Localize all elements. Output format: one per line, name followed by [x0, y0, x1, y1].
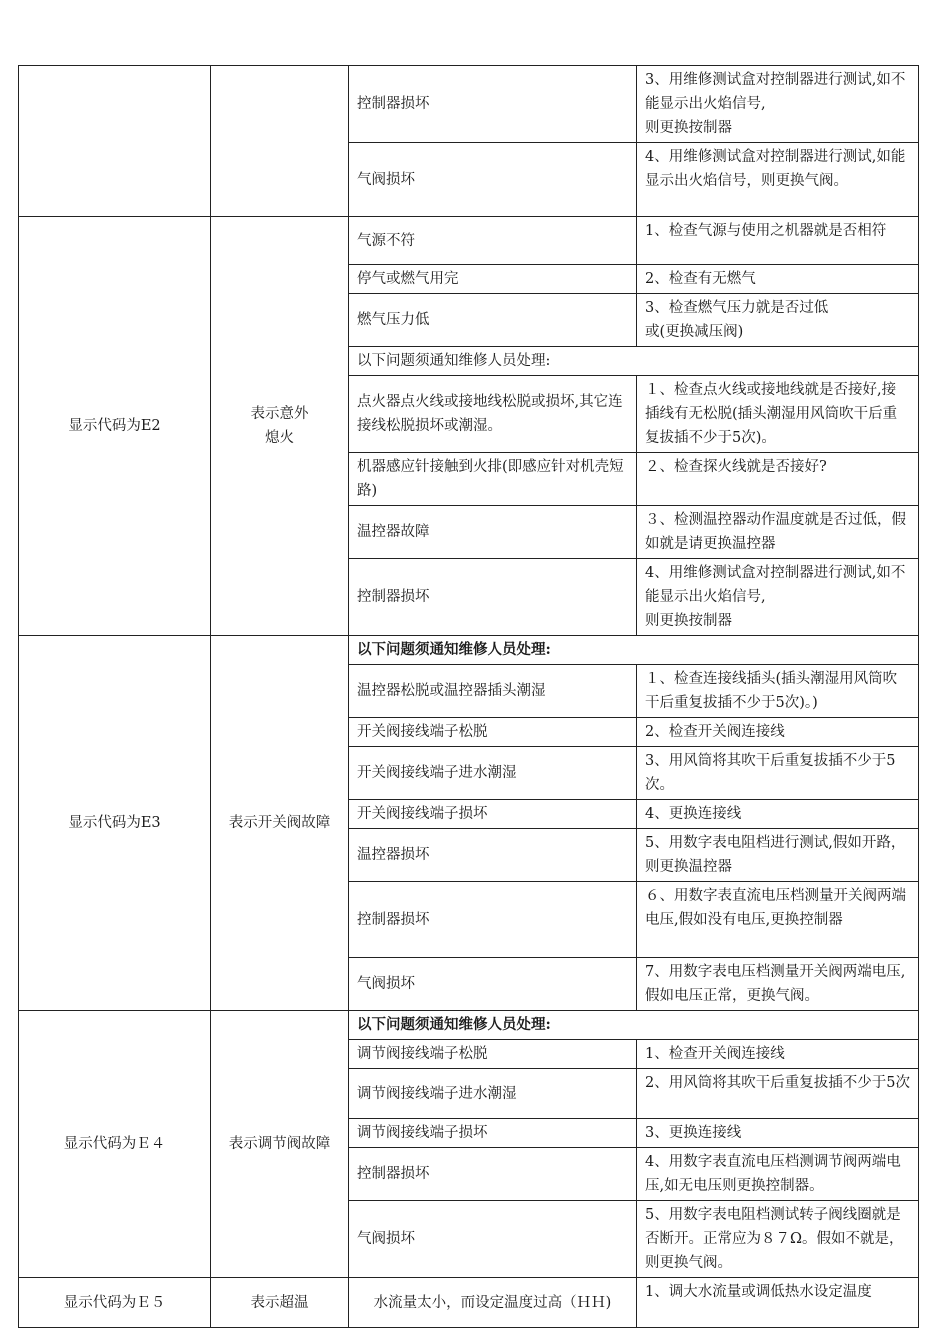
cause-cell: 控制器损坏 — [349, 882, 637, 958]
cause-cell: 控制器损坏 — [349, 1148, 637, 1201]
fault-code-cell: 显示代码为E3 — [19, 636, 211, 1011]
fix-cell: 3、更换连接线 — [637, 1119, 919, 1148]
fix-cell: 4、用维修测试盒对控制器进行测试,如能显示出火焰信号，则更换气阀。 — [637, 143, 919, 217]
fix-cell: 2、检查有无燃气 — [637, 265, 919, 294]
cause-cell: 气阀损坏 — [349, 1201, 637, 1278]
fix-cell: 2、用风筒将其吹干后重复拔插不少于5次 — [637, 1069, 919, 1119]
cause-cell: 温控器损坏 — [349, 829, 637, 882]
fix-cell: ６、用数字表直流电压档测量开关阀两端电压,假如没有电压,更换控制器 — [637, 882, 919, 958]
notice-cell: 以下问题须通知维修人员处理: — [349, 347, 919, 376]
cause-cell: 开关阀接线端子松脱 — [349, 718, 637, 747]
table-row — [19, 1011, 919, 1040]
notice-cell: 以下问题须通知维修人员处理: — [349, 636, 919, 665]
fix-cell: 1、调大水流量或调低热水设定温度 — [637, 1278, 919, 1328]
fix-cell: 7、用数字表电压档测量开关阀两端电压,假如电压正常，更换气阀。 — [637, 958, 919, 1011]
fix-cell: ２、检查探火线就是否接好? — [637, 453, 919, 506]
cause-cell: 温控器故障 — [349, 506, 637, 559]
fix-cell: 4、更换连接线 — [637, 800, 919, 829]
fix-cell: 1、检查气源与使用之机器就是否相符 — [637, 217, 919, 265]
cause-cell: 温控器松脱或温控器插头潮湿 — [349, 665, 637, 718]
cause-cell: 控制器损坏 — [349, 66, 637, 143]
fix-cell: ３、检测温控器动作温度就是否过低，假如就是请更换温控器 — [637, 506, 919, 559]
fix-cell: 3、用维修测试盒对控制器进行测试,如不能显示出火焰信号, 则更换按制器 — [637, 66, 919, 143]
cause-cell: 气源不符 — [349, 217, 637, 265]
cause-cell: 停气或燃气用完 — [349, 265, 637, 294]
cause-cell: 气阀损坏 — [349, 143, 637, 217]
fix-cell: 1、检查开关阀连接线 — [637, 1040, 919, 1069]
table-row — [19, 217, 919, 265]
fault-meaning-cell: 表示开关阀故障 — [211, 636, 349, 1011]
cause-cell: 燃气压力低 — [349, 294, 637, 347]
cause-cell: 调节阀接线端子损坏 — [349, 1119, 637, 1148]
fault-table-body — [19, 66, 919, 1328]
fix-cell: 5、用数字表电阻档测试转子阀线圈就是否断开。正常应为８７Ω。假如不就是，则更换气阀。 — [637, 1201, 919, 1278]
notice-cell: 以下问题须通知维修人员处理: — [349, 1011, 919, 1040]
fix-cell: 4、用数字表直流电压档测调节阀两端电压,如无电压则更换控制器。 — [637, 1148, 919, 1201]
cause-cell: 控制器损坏 — [349, 559, 637, 636]
fix-cell: １、检查连接线插头(插头潮湿用风筒吹干后重复拔插不少于5次)。) — [637, 665, 919, 718]
fault-code-cell: 显示代码为Ｅ５ — [19, 1278, 211, 1328]
cause-cell: 调节阀接线端子松脱 — [349, 1040, 637, 1069]
table-row — [19, 1278, 919, 1328]
fault-code-cell: 显示代码为Ｅ４ — [19, 1011, 211, 1278]
cause-cell: 开关阀接线端子进水潮湿 — [349, 747, 637, 800]
fault-code-table — [18, 65, 919, 1328]
fault-code-cell — [19, 66, 211, 217]
cause-cell: 水流量太小，而设定温度过高（ＨＨ) — [349, 1278, 637, 1328]
fault-meaning-cell: 表示超温 — [211, 1278, 349, 1328]
fix-cell: 3、用风筒将其吹干后重复拔插不少于5次。 — [637, 747, 919, 800]
cause-cell: 点火器点火线或接地线松脱或损坏,其它连接线松脱损坏或潮湿。 — [349, 376, 637, 453]
fix-cell: １、检查点火线或接地线就是否接好,接插线有无松脱(插头潮湿用风筒吹干后重复拔插不少于5次)。 — [637, 376, 919, 453]
fault-meaning-cell: 表示调节阀故障 — [211, 1011, 349, 1278]
fix-cell: 5、用数字表电阻档进行测试,假如开路，则更换温控器 — [637, 829, 919, 882]
fault-meaning-cell — [211, 66, 349, 217]
cause-cell: 气阀损坏 — [349, 958, 637, 1011]
cause-cell: 机器感应针接触到火排(即感应针对机壳短路) — [349, 453, 637, 506]
table-row — [19, 66, 919, 143]
cause-cell: 开关阀接线端子损坏 — [349, 800, 637, 829]
fault-meaning-cell: 表示意外 熄火 — [211, 217, 349, 636]
cause-cell: 调节阀接线端子进水潮湿 — [349, 1069, 637, 1119]
fault-code-cell: 显示代码为E2 — [19, 217, 211, 636]
fix-cell: 4、用维修测试盒对控制器进行测试,如不能显示出火焰信号, 则更换按制器 — [637, 559, 919, 636]
fix-cell: 2、检查开关阀连接线 — [637, 718, 919, 747]
table-row — [19, 636, 919, 665]
fix-cell: 3、检查燃气压力就是否过低 或(更换减压阀) — [637, 294, 919, 347]
